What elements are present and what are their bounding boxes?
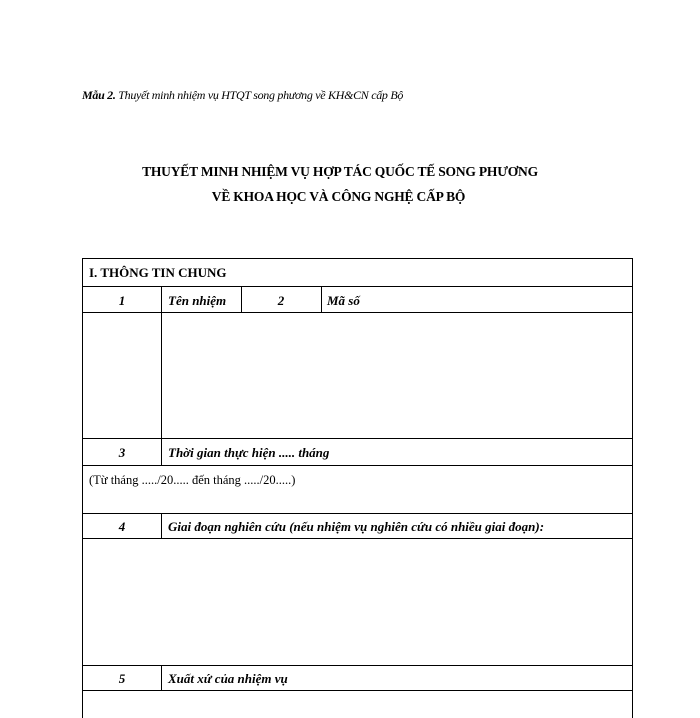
row-number-3: 3 [118, 445, 126, 460]
form-caption-text: Thuyết minh nhiệm vụ HTQT song phương về KH&CN cấp Bộ [118, 88, 404, 102]
form-caption-label: Mẫu 2. [82, 88, 116, 102]
table-row-divider [83, 438, 632, 439]
table-column-divider [161, 513, 162, 538]
table-row-divider [83, 312, 632, 313]
table-row-divider [83, 538, 632, 539]
table-row-divider [83, 690, 632, 691]
duration-label: Thời gian thực hiện ..... tháng [168, 445, 330, 460]
row-number-4: 4 [118, 519, 126, 534]
table-row-divider [83, 465, 632, 466]
general-info-table [82, 258, 633, 718]
document-title-line-2: VỀ KHOA HỌC VÀ CÔNG NGHỆ CẤP BỘ [211, 189, 466, 204]
task-origin-label: Xuất xứ của nhiệm vụ [168, 671, 288, 686]
row-number-5: 5 [118, 671, 126, 686]
table-column-divider [161, 286, 162, 465]
table-row-divider [83, 665, 632, 666]
table-column-divider [321, 286, 322, 312]
duration-detail: (Từ tháng ...../20..... đến tháng ...../20.....) [89, 473, 296, 487]
table-row-divider [83, 513, 632, 514]
table-column-divider [161, 665, 162, 690]
row-number-1: 1 [118, 293, 126, 308]
table-row-divider [83, 286, 632, 287]
task-name-label: Tên nhiệm [168, 293, 227, 308]
section-heading: I. THÔNG TIN CHUNG [89, 265, 227, 280]
form-caption [82, 88, 403, 103]
code-label: Mã số [327, 293, 360, 308]
row-number-2: 2 [277, 293, 285, 308]
research-phase-label: Giai đoạn nghiên cứu (nếu nhiệm vụ nghiên cứu có nhiều giai đoạn): [168, 519, 545, 534]
document-title-line-1: THUYẾT MINH NHIỆM VỤ HỢP TÁC QUỐC TẾ SONG PHƯƠNG [142, 164, 538, 179]
